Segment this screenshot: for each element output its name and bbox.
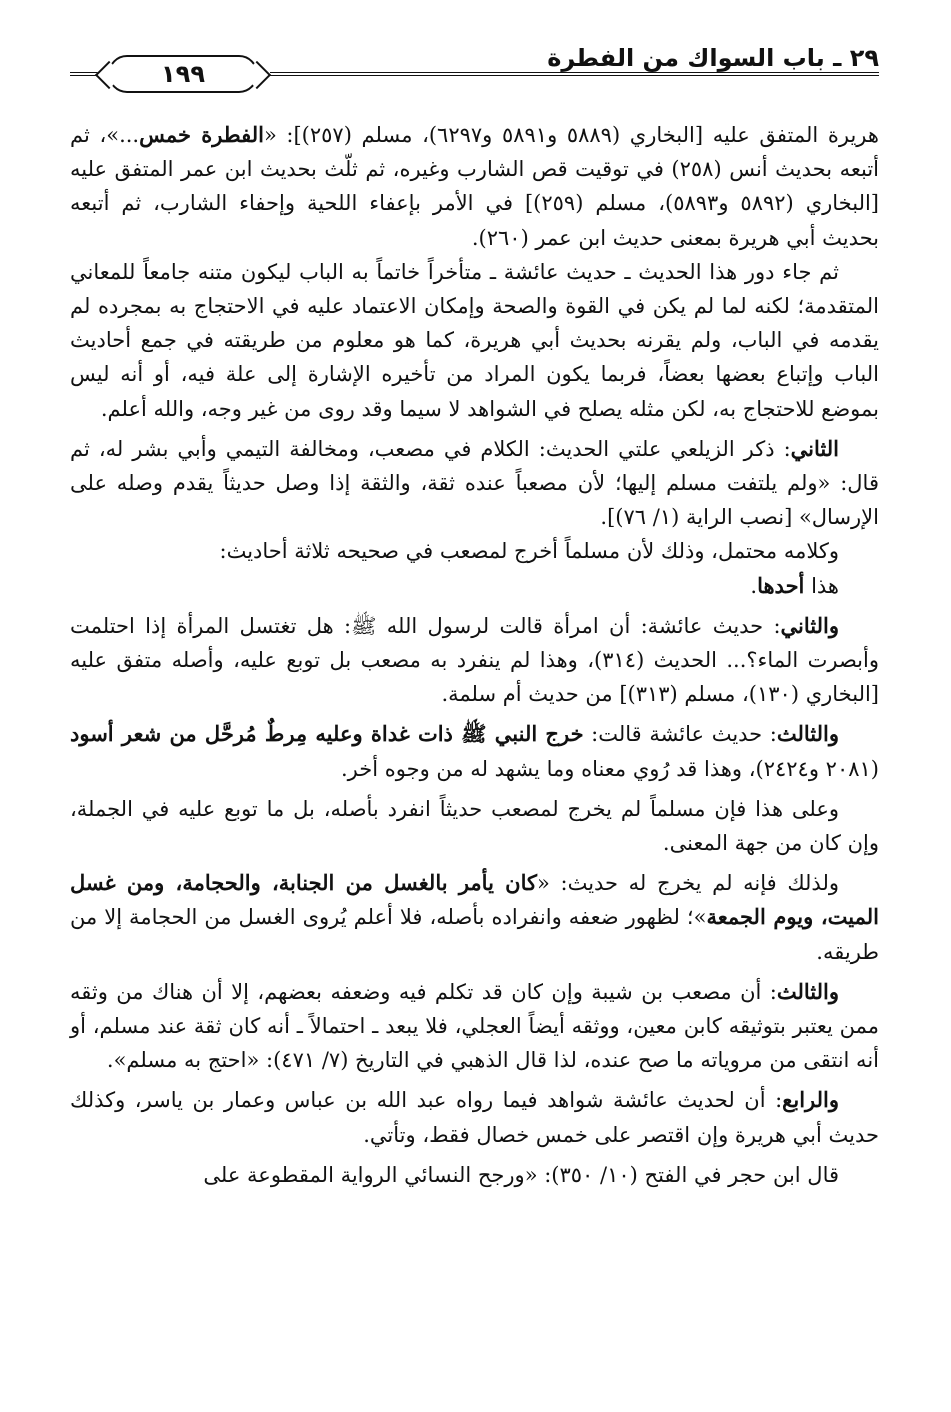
- bold-text-run: الثاني: [790, 435, 839, 461]
- text-run: .: [750, 573, 758, 598]
- bold-text-run: والثالث: [776, 978, 839, 1004]
- bold-text-run: والثالث: [776, 721, 839, 747]
- paragraph-p1: [70, 118, 879, 255]
- text-run: (٢٠٨١ و٢٤٢٤)، وهذا قد رُوي معناه وما يشهد له من وجوه أخر.: [341, 756, 879, 781]
- text-run: : حديث عائشة قالت:: [583, 722, 777, 747]
- text-run: قال ابن حجر في الفتح (١٠/ ٣٥٠): «ورجح النسائي الرواية المقطوعة على: [203, 1162, 839, 1187]
- paragraph-p7: [70, 717, 879, 785]
- paragraph-p10: [70, 975, 879, 1078]
- bold-text-run: والرابع: [782, 1087, 839, 1113]
- bold-text-run: أحدها: [757, 572, 805, 598]
- paragraph-p4: [70, 534, 879, 568]
- paragraph-p6: [70, 609, 879, 712]
- text-run: ثم جاء دور هذا الحديث ـ حديث عائشة ـ متأخراً خاتماً به الباب ليكون متنه جامعاً للمعاني المتقدمة؛ لكنه لما لم يكن في القوة والصحة وإمكان الاعتماد عليه في الاحتجاج به بمجرده لم يقدمه في الباب، ولم يقرنه بحديث أبي هريرة، كما هو معلوم من طريقته في جمع أحاديث الباب وإتباع بعضها بعضاً، فربما يكون المراد من تأخيره الإشارة إلى علة فيه، أو أنه ليس بموضع للاحتجاج به، لكن مثله يصلح في الشواهد لا سيما وقد روى من غير وجه، والله أعلم.: [70, 259, 879, 421]
- text-run: : أن مصعب بن شيبة وإن كان قد تكلم فيه وضعفه بعضهم، إلا أن هناك من وثقه ممن يعتبر بتوثيقه كابن معين، ووثقه أيضاً العجلي، فلا يبعد ـ احتمالاً ـ أنه كان ثقة عند مسلم، أو أنه انتقى من مروياته ما صح عنده، لذا قال الذهبي في التاريخ (٧/ ٤٧١): «احتج به مسلم».: [70, 979, 879, 1073]
- paragraph-p3: [70, 432, 879, 535]
- text-run: : أن لحديث عائشة شواهد فيما رواه عبد الله بن عباس وعمار بن ياسر، وكذلك حديث أبي هريرة وإن اقتصر على خمس خصال فقط، وتأتي.: [70, 1088, 879, 1147]
- paragraph-p2: [70, 255, 879, 426]
- page-header: [70, 0, 879, 92]
- text-run: : ذكر الزيلعي علتي الحديث: الكلام في مصعب، ومخالفة التيمي وأبي بشر له، ثم قال: «ولم يلتفت مسلم إليها؛ لأن مصعباً عنده ثقة، والثقة إذا وصل حديثاً يقدم وصله على الإرسال» [نصب الراية (١/ ٧٦)].: [70, 436, 879, 530]
- bold-text-run: كان يأمر بالغسل من الجنابة، والحجامة، ومن غسل الميت، ويوم الجمعة: [70, 870, 880, 930]
- paragraph-p8: [70, 792, 879, 860]
- bold-text-run: خرج النبي ﷺ ذات غداة وعليه مِرطٌ مُرحَّل من شعر أسود: [70, 721, 584, 747]
- paragraph-p5: [70, 569, 879, 603]
- text-run: »؛ لظهور ضعفه وانفراده بأصله، فلا أعلم يُروى الغسل من الحجامة إلا من طريقه.: [70, 905, 879, 964]
- page-number-ornament: [108, 55, 258, 93]
- text-run: وكلامه محتمل، وذلك لأن مسلماً أخرج لمصعب في صحيحه ثلاثة أحاديث:: [219, 539, 839, 564]
- bold-text-run: الفطرة خمس: [139, 122, 264, 147]
- text-run: وعلى هذا فإن مسلماً لم يخرج لمصعب حديثاً انفرد بأصله، بل ما توبع عليه في الجملة، وإن كان من جهة المعنى.: [70, 796, 879, 856]
- paragraph-p12: [70, 1158, 879, 1192]
- page-number: ١٩٩: [161, 60, 205, 88]
- header-rule: [270, 72, 879, 76]
- text-run: ...»، ثم أتبعه بحديث أنس (٢٥٨) في توقيت قص الشارب وغيره، ثم ثلّث بحديث ابن عمر المتفق عليه [البخاري (٥٨٩٢ و٥٨٩٣)، مسلم (٢٥٩)] في الأمر بإعفاء اللحية وإحفاء الشارب، ثم أتبعه بحديث أبي هريرة بمعنى حديث ابن عمر (٢٦٠).: [70, 123, 879, 250]
- text-run: هريرة المتفق عليه [البخاري (٥٨٨٩ و٥٨٩١ و٦٢٩٧)، مسلم (٢٥٧)]: «: [263, 123, 879, 147]
- text-run: ولذلك فإنه لم يخرج له حديث: «: [537, 871, 839, 896]
- paragraph-p9: [70, 866, 879, 969]
- text-run: : حديث عائشة: أن امرأة قالت لرسول الله ﷺ: هل تغتسل المرأة إذا احتلمت وأبصرت الماء؟... الحديث (٣١٤)، وهذا لم ينفرد به مصعب بل توبع عليه، وأصله متفق عليه [البخاري (١٣٠)، مسلم (٣١٣)] من حديث أم سلمة.: [70, 613, 879, 707]
- main-text: [70, 92, 879, 1192]
- paragraph-p11: [70, 1083, 879, 1151]
- bold-text-run: والثاني: [780, 612, 839, 638]
- text-run: هذا: [804, 573, 839, 598]
- chapter-title: ٢٩ ـ باب السواك من الفطرة: [547, 44, 879, 72]
